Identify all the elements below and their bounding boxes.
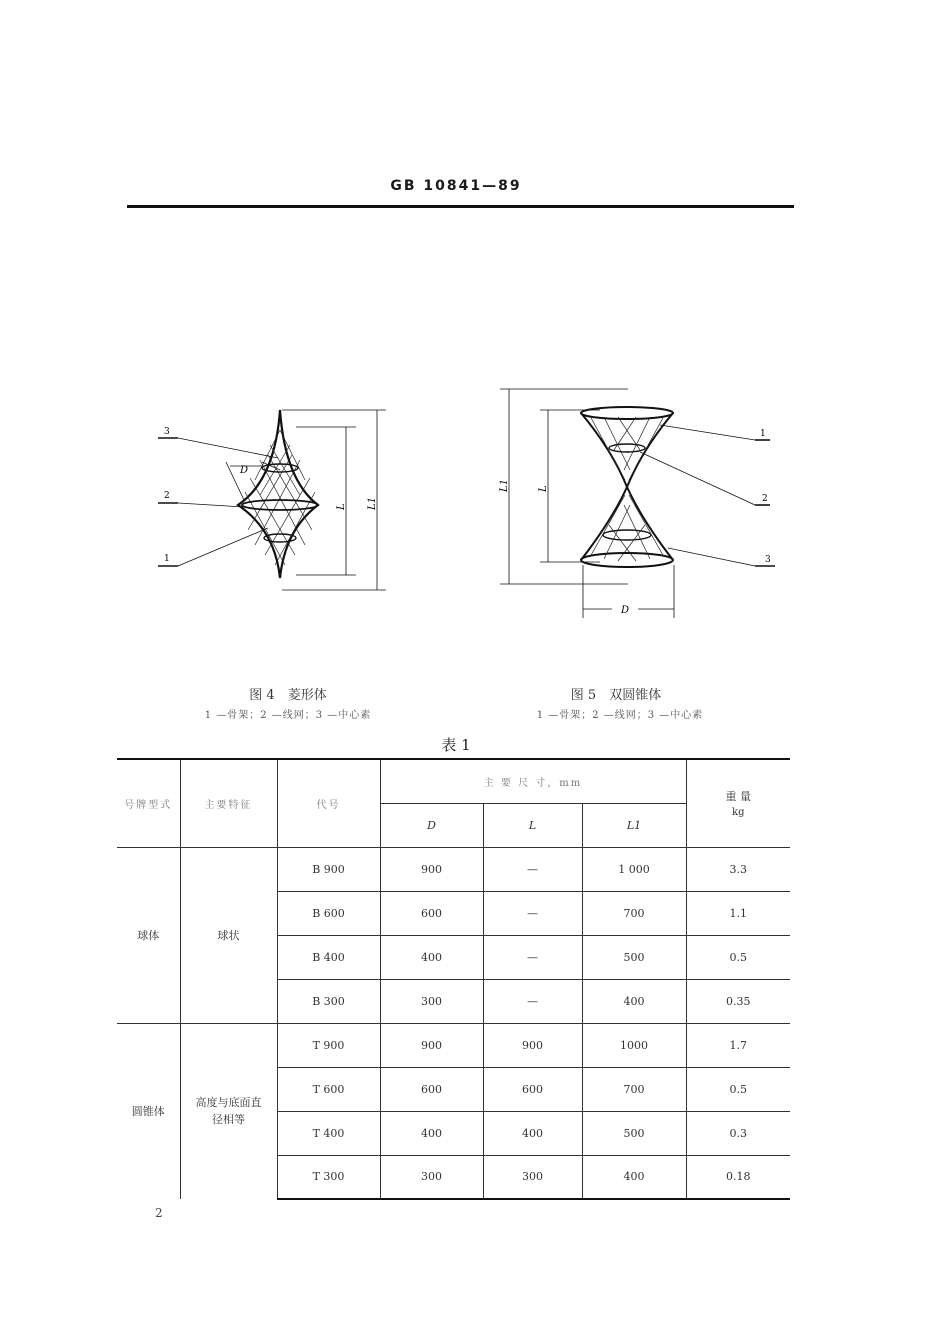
cell-L: 300 bbox=[483, 1155, 582, 1199]
table-row bbox=[117, 847, 790, 891]
cell-weight: 1.1 bbox=[686, 891, 790, 935]
figure-4-legend: 1 —骨架；2 —线网；3 —中心素 bbox=[204, 710, 372, 721]
cell-code: T 600 bbox=[277, 1067, 380, 1111]
cell-L1: 400 bbox=[582, 979, 686, 1023]
cell-L: 900 bbox=[483, 1023, 582, 1067]
cell-weight: 3.3 bbox=[686, 847, 790, 891]
cell-code: B 400 bbox=[277, 935, 380, 979]
header-L: L bbox=[483, 803, 582, 847]
header-weight-unit: kg bbox=[732, 807, 745, 819]
group-feature: 高度与底面直径相等 bbox=[180, 1023, 277, 1199]
header-feature: 主要特征 bbox=[180, 759, 277, 847]
document-code: GB 10841—89 bbox=[390, 178, 522, 194]
cell-weight: 0.5 bbox=[686, 1067, 790, 1111]
header-D: D bbox=[380, 803, 483, 847]
cell-code: T 900 bbox=[277, 1023, 380, 1067]
cell-L1: 700 bbox=[582, 1067, 686, 1111]
cell-D: 600 bbox=[380, 891, 483, 935]
cell-weight: 0.5 bbox=[686, 935, 790, 979]
cell-weight: 1.7 bbox=[686, 1023, 790, 1067]
fig5-dim-D: D bbox=[621, 605, 630, 616]
spec-table bbox=[117, 758, 790, 1200]
cell-D: 300 bbox=[380, 1155, 483, 1199]
cell-code: T 300 bbox=[277, 1155, 380, 1199]
group-feature: 球状 bbox=[180, 847, 277, 1023]
cell-L1: 500 bbox=[582, 935, 686, 979]
fig4-dim-L1: L1 bbox=[367, 496, 378, 510]
cell-L: 600 bbox=[483, 1067, 582, 1111]
table-row bbox=[117, 1023, 790, 1067]
cell-D: 600 bbox=[380, 1067, 483, 1111]
figure-5-legend: 1 —骨架；2 —线网；3 —中心素 bbox=[536, 710, 704, 721]
cell-L: — bbox=[483, 847, 582, 891]
header-type: 号牌型式 bbox=[117, 759, 180, 847]
cell-L1: 1000 bbox=[582, 1023, 686, 1067]
cell-code: B 900 bbox=[277, 847, 380, 891]
cell-L1: 700 bbox=[582, 891, 686, 935]
fig5-callout-2: 2 bbox=[762, 494, 768, 504]
cell-D: 900 bbox=[380, 1023, 483, 1067]
figure-4-caption: 图 4 菱形体 bbox=[249, 688, 327, 703]
cell-L1: 400 bbox=[582, 1155, 686, 1199]
cell-code: B 300 bbox=[277, 979, 380, 1023]
cell-D: 400 bbox=[380, 1111, 483, 1155]
cell-weight: 0.3 bbox=[686, 1111, 790, 1155]
header-weight bbox=[686, 759, 790, 847]
table-title: 表 1 bbox=[441, 736, 471, 754]
fig5-callout-1: 1 bbox=[760, 429, 766, 439]
fig5-callout-3: 3 bbox=[765, 555, 771, 565]
cell-weight: 0.35 bbox=[686, 979, 790, 1023]
header-code: 代号 bbox=[277, 759, 380, 847]
header-rule bbox=[127, 205, 794, 208]
cell-L1: 500 bbox=[582, 1111, 686, 1155]
figure-5-caption: 图 5 双圆锥体 bbox=[570, 688, 662, 703]
fig4-callout-2: 2 bbox=[164, 491, 170, 501]
figure-5-diagram bbox=[490, 380, 790, 625]
cell-L: 400 bbox=[483, 1111, 582, 1155]
cell-weight: 0.18 bbox=[686, 1155, 790, 1199]
fig4-callout-1: 1 bbox=[164, 554, 170, 564]
cell-code: T 400 bbox=[277, 1111, 380, 1155]
fig4-callout-3: 3 bbox=[164, 427, 170, 437]
cell-code: B 600 bbox=[277, 891, 380, 935]
cell-L: — bbox=[483, 891, 582, 935]
fig4-dim-D: D bbox=[240, 465, 249, 476]
figure-4-diagram bbox=[150, 400, 400, 600]
cell-L: — bbox=[483, 979, 582, 1023]
cell-L: — bbox=[483, 935, 582, 979]
header-dims-group: 主 要 尺 寸，mm bbox=[380, 759, 686, 803]
group-type: 圆锥体 bbox=[117, 1023, 180, 1199]
header-L1: L1 bbox=[582, 803, 686, 847]
cell-D: 400 bbox=[380, 935, 483, 979]
fig5-dim-L: L bbox=[538, 485, 549, 492]
cell-D: 900 bbox=[380, 847, 483, 891]
cell-L1: 1 000 bbox=[582, 847, 686, 891]
group-type: 球体 bbox=[117, 847, 180, 1023]
header-weight-label: 重 量 bbox=[725, 790, 751, 804]
cell-D: 300 bbox=[380, 979, 483, 1023]
fig4-dim-L: L bbox=[336, 503, 347, 510]
fig5-dim-L1: L1 bbox=[499, 478, 510, 492]
page-number: 2 bbox=[155, 1206, 163, 1220]
